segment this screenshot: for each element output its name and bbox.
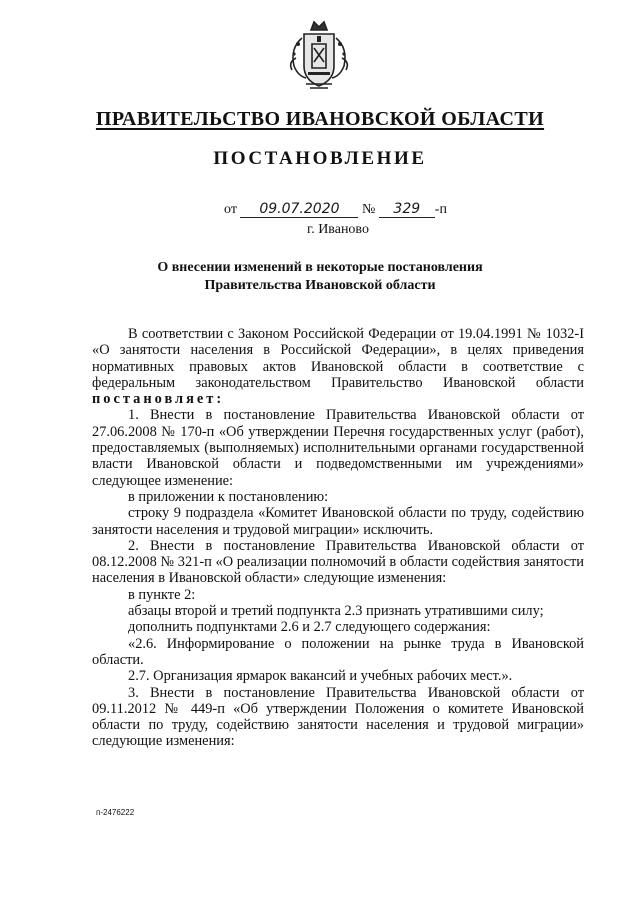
document-number: 329 [379, 202, 435, 218]
paragraph: 2. Внести в постановление Правительства Ивановской области от 08.12.2008 № 321-п «О реализации полномочий в области содействия занятости населения в Ивановской области» следующие изменения: [92, 537, 584, 587]
paragraph: 3. Внести в постановление Правительства Ивановской области от 09.11.2012 № 449-п «Об утверждении Положения о комитете Ивановской области по труду, содействию занятости населения и трудовой миграции» следующие изменения: [92, 684, 584, 750]
coat-of-arms-icon [284, 18, 354, 96]
paragraph: 2.7. Организация ярмарок вакансий и учебных рабочих мест.». [128, 668, 513, 685]
paragraph: строку 9 подраздела «Комитет Ивановской области по труду, содействию занятости населения и трудовой миграции» исключить. [92, 505, 584, 538]
document-date: 09.07.2020 [240, 202, 358, 218]
document-type-title: ПОСТАНОВЛЕНИЕ [213, 148, 427, 169]
document-code: п-2476222 [96, 808, 135, 817]
document-subject [0, 259, 640, 295]
subject-line: Правительства Ивановской области [204, 278, 436, 293]
document-body [92, 326, 584, 750]
paragraph: в приложении к постановлению: [128, 488, 329, 505]
date-prefix: от [224, 202, 237, 217]
subject-line: О внесении изменений в некоторые постановления [157, 260, 483, 275]
paragraph: 1. Внести в постановление Правительства Ивановской области от 27.06.2008 № 170-п «Об утверждении Перечня государственных услуг (работ), предоставляемых (выполняемых) исполнительными органами государственной власти Ивановской области и подведомственными им учреждениями» следующее изменение: [92, 407, 584, 489]
paragraph-intro: В соответствии с Законом Российской Федерации от 19.04.1991 № 1032-I «О занятости населения в Российской Федерации», в целях приведения нормативных правовых актов Ивановской области в соответствие с федеральным законодательством Правительство Ивановской области постановляет: [92, 326, 584, 408]
paragraph: в пункте 2: [128, 586, 196, 603]
city: г. Иваново [307, 222, 369, 237]
paragraph: «2.6. Информирование о положении на рынке труда в Ивановской области. [92, 635, 584, 668]
number-sign: № [361, 202, 376, 217]
government-name: ПРАВИТЕЛЬСТВО ИВАНОВСКОЙ ОБЛАСТИ [95, 108, 545, 130]
paragraph: дополнить подпунктами 2.6 и 2.7 следующего содержания: [128, 619, 491, 636]
resolving-word: постановляет: [92, 391, 225, 408]
number-suffix: -п [434, 202, 447, 217]
date-number-line [224, 202, 447, 218]
paragraph: абзацы второй и третий подпункта 2.3 признать утратившими силу; [128, 603, 544, 620]
